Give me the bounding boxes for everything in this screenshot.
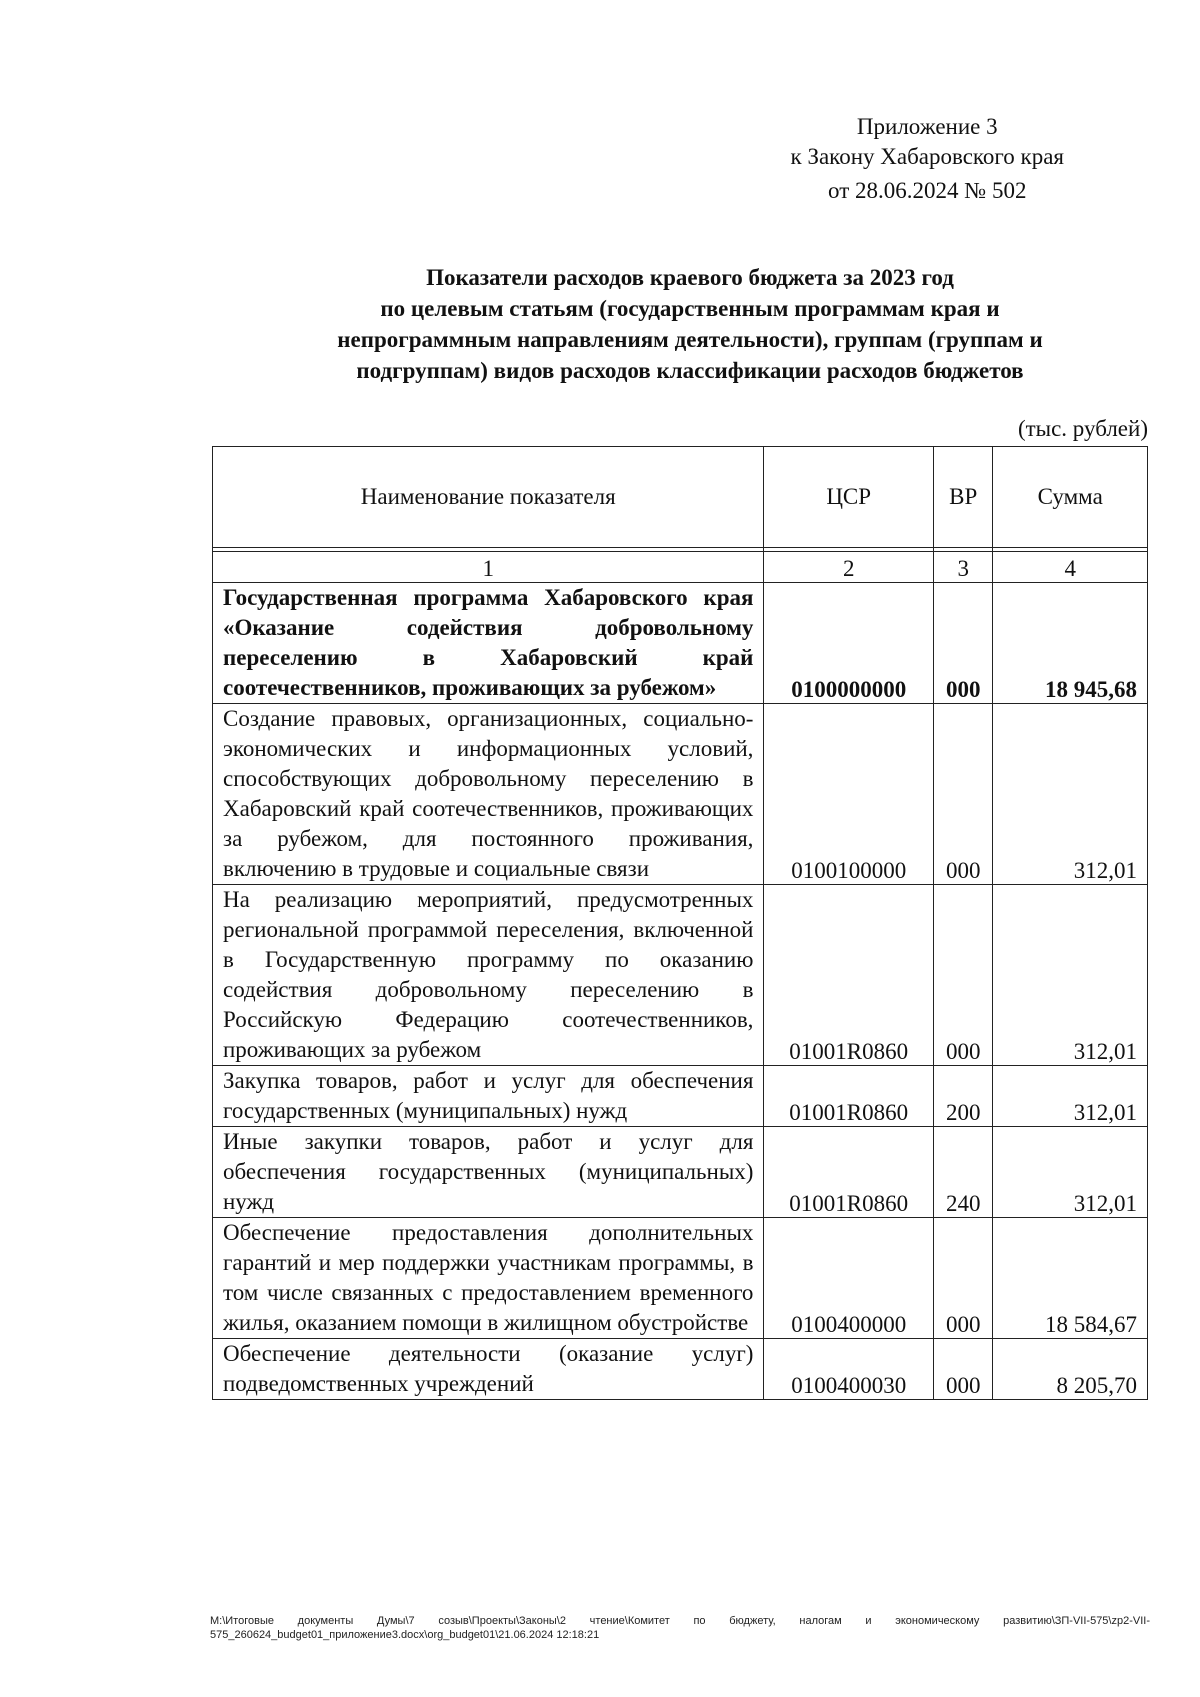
row-sum: 312,01 (993, 704, 1148, 885)
row-csr: 0100100000 (764, 704, 934, 885)
row-csr: 01001R0860 (764, 1127, 934, 1218)
col-number: 4 (993, 552, 1148, 583)
row-name: На реализацию мероприятий, предусмотренных региональной программой переселения, включенной в Государственную программу по оказанию содействия добровольному переселению в Российскую Федерацию соотечественников, проживающих за рубежом (213, 885, 764, 1066)
row-name: Государственная программа Хабаровского края «Оказание содействия добровольному переселению в Хабаровский край соотечественников, проживающих за рубежом» (213, 583, 764, 704)
row-vr: 000 (933, 885, 993, 1066)
row-sum: 18 945,68 (993, 583, 1148, 704)
row-csr: 01001R0860 (764, 885, 934, 1066)
header-sum: Сумма (993, 447, 1148, 548)
budget-table (212, 446, 1148, 1400)
table-row (213, 885, 1148, 1066)
row-sum: 312,01 (993, 885, 1148, 1066)
row-name: Обеспечение предоставления дополнительных гарантий и мер поддержки участникам программы, в том числе связанных с предоставлением временного жилья, оказанием помощи в жилищном обустройстве (213, 1218, 764, 1339)
table-row (213, 1339, 1148, 1400)
row-vr: 240 (933, 1127, 993, 1218)
table-header-row (213, 447, 1148, 548)
row-vr: 200 (933, 1066, 993, 1127)
row-sum: 312,01 (993, 1066, 1148, 1127)
appendix-date: от 28.06.2024 № 502 (828, 178, 1027, 203)
title-line: подгруппам) видов расходов классификации расходов бюджетов (356, 358, 1024, 383)
document-title (250, 262, 1130, 386)
appendix-number: Приложение 3 (856, 114, 998, 139)
table-row (213, 1218, 1148, 1339)
row-csr: 01001R0860 (764, 1066, 934, 1127)
title-line: по целевым статьям (государственным программам края и (380, 296, 1000, 321)
header-csr: ЦСР (764, 447, 934, 548)
table-row (213, 704, 1148, 885)
appendix-law: к Закону Хабаровского края (790, 144, 1064, 169)
col-number: 2 (764, 552, 934, 583)
row-vr: 000 (933, 583, 993, 704)
row-vr: 000 (933, 1339, 993, 1400)
row-csr: 0100400000 (764, 1218, 934, 1339)
row-sum: 18 584,67 (993, 1218, 1148, 1339)
appendix-note (791, 112, 1064, 206)
row-name: Иные закупки товаров, работ и услуг для обеспечения государственных (муниципальных) нужд (213, 1127, 764, 1218)
row-csr: 0100000000 (764, 583, 934, 704)
table-row (213, 1127, 1148, 1218)
row-vr: 000 (933, 704, 993, 885)
row-csr: 0100400030 (764, 1339, 934, 1400)
title-line: Показатели расходов краевого бюджета за 2023 год (426, 265, 954, 290)
column-numbers-row (213, 552, 1148, 583)
units-label: (тыс. рублей) (1017, 416, 1148, 441)
col-number: 3 (933, 552, 993, 583)
title-line: непрограммным направлениям деятельности), группам (группам и (337, 327, 1043, 352)
file-path-footer: M:\Итоговые документы Думы\7 созыв\Проекты\Законы\2 чтение\Комитет по бюджету, налогам и экономическому развитию\ЗП-VII-575\zp2-VII-575_260624_budget01_приложение3.docx\org_budget01\21.06.2024 12:18:21 (210, 1615, 1150, 1641)
row-sum: 8 205,70 (993, 1339, 1148, 1400)
header-vr: ВР (933, 447, 993, 548)
row-name: Закупка товаров, работ и услуг для обеспечения государственных (муниципальных) нужд (213, 1066, 764, 1127)
row-sum: 312,01 (993, 1127, 1148, 1218)
table-row (213, 583, 1148, 704)
table-row (213, 1066, 1148, 1127)
row-name: Создание правовых, организационных, социально-экономических и информационных условий, способствующих добровольному переселению в Хабаровский край соотечественников, проживающих за рубежом, для постоянного проживания, включению в трудовые и социальные связи (213, 704, 764, 885)
col-number: 1 (213, 552, 764, 583)
row-name: Обеспечение деятельности (оказание услуг) подведомственных учреждений (213, 1339, 764, 1400)
row-vr: 000 (933, 1218, 993, 1339)
header-name: Наименование показателя (213, 447, 764, 548)
